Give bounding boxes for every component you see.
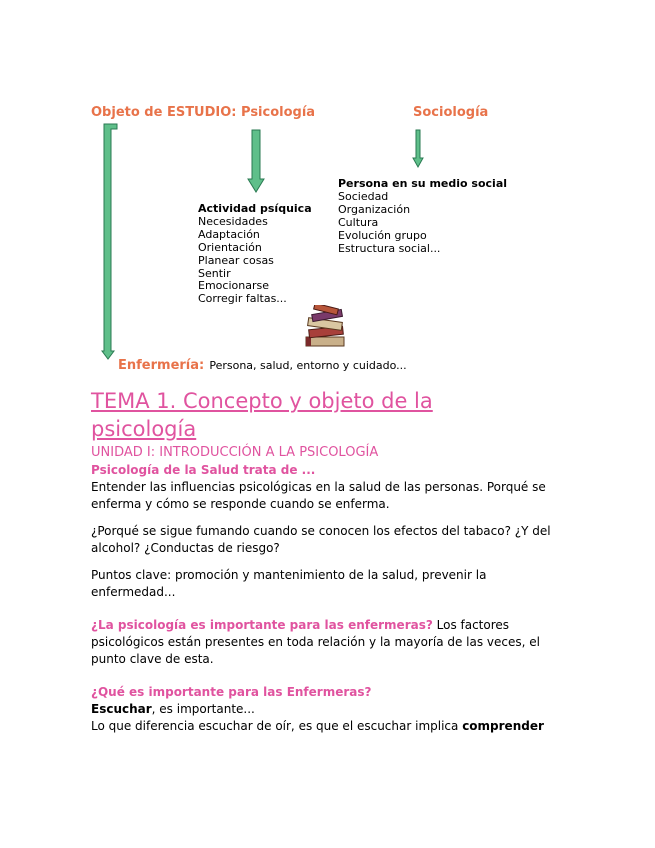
- comprender-text: Lo que diferencia escuchar de oír, es que el escuchar implica: [91, 719, 463, 733]
- comprender-bold: comprender: [462, 719, 544, 733]
- sociologia-list-heading: Persona en su medio social: [338, 177, 508, 190]
- sociologia-list-item: Estructura social...: [338, 241, 441, 255]
- psicologia-down-arrow: [248, 130, 264, 192]
- psicologia-list-item: Necesidades: [198, 214, 268, 228]
- importancia-text: Los factores psicológicos están presentes en toda relación y la mayoría de las veces, el punto clave de esta.: [91, 618, 540, 666]
- paragraph-influencias: Entender las influencias psicológicas en la salud de las personas. Porqué se enferma y cómo se responde cuando se enferma.: [91, 480, 546, 511]
- sociologia-list: [338, 178, 507, 255]
- escuchar-rest: , es importante...: [151, 702, 255, 716]
- psicologia-list: [198, 203, 312, 306]
- psicologia-list-item: Sentir: [198, 266, 231, 280]
- document-body: [91, 462, 551, 735]
- title-line-2: psicología: [91, 417, 197, 441]
- enfermeria-text: Persona, salud, entorno y cuidado...: [209, 359, 407, 372]
- unit-subtitle: UNIDAD I: INTRODUCCIÓN A LA PSICOLOGÍA: [91, 445, 379, 460]
- importancia-question: ¿La psicología es importante para las enfermeras?: [91, 618, 433, 632]
- paragraph-tabaco: ¿Porqué se sigue fumando cuando se conocen los efectos del tabaco? ¿Y del alcohol? ¿Conductas de riesgo?: [91, 524, 551, 555]
- sociologia-down-arrow: [413, 130, 423, 167]
- psicologia-list-heading: Actividad psíquica: [198, 202, 312, 215]
- escuchar-bold: Escuchar: [91, 702, 152, 716]
- section-heading-enfermeras: ¿Qué es importante para las Enfermeras?: [91, 685, 372, 699]
- sociologia-list-item: Organización: [338, 202, 411, 216]
- sociologia-list-item: Sociedad: [338, 189, 389, 203]
- sociologia-list-item: Cultura: [338, 215, 379, 229]
- paragraph-comprender: [91, 718, 551, 735]
- psicologia-list-item: Orientación: [198, 240, 262, 254]
- paragraph-puntos-clave: Puntos clave: promoción y mantenimiento de la salud, prevenir la enfermedad...: [91, 568, 487, 599]
- enfermeria-label: Enfermería:: [118, 358, 205, 373]
- paragraph-importancia: [91, 617, 551, 668]
- stacked-books-icon: [300, 305, 352, 349]
- psicologia-list-item: Planear cosas: [198, 253, 274, 267]
- sociologia-heading: Sociología: [413, 105, 489, 120]
- enfermeria-bracket-arrow: [102, 124, 117, 359]
- enfermeria-line: [118, 354, 407, 373]
- section-heading-salud: Psicología de la Salud trata de ...: [91, 463, 316, 477]
- paragraph-escuchar: [91, 701, 551, 718]
- psicologia-list-item: Adaptación: [198, 227, 260, 241]
- psicologia-heading: Objeto de ESTUDIO: Psicología: [91, 105, 316, 120]
- psicologia-list-item: Emocionarse: [198, 279, 269, 293]
- psicologia-list-item: Corregir faltas...: [198, 292, 287, 306]
- page-title: [91, 387, 433, 443]
- sociologia-list-item: Evolución grupo: [338, 228, 427, 242]
- title-line-1: TEMA 1. Concepto y objeto de la: [91, 389, 433, 413]
